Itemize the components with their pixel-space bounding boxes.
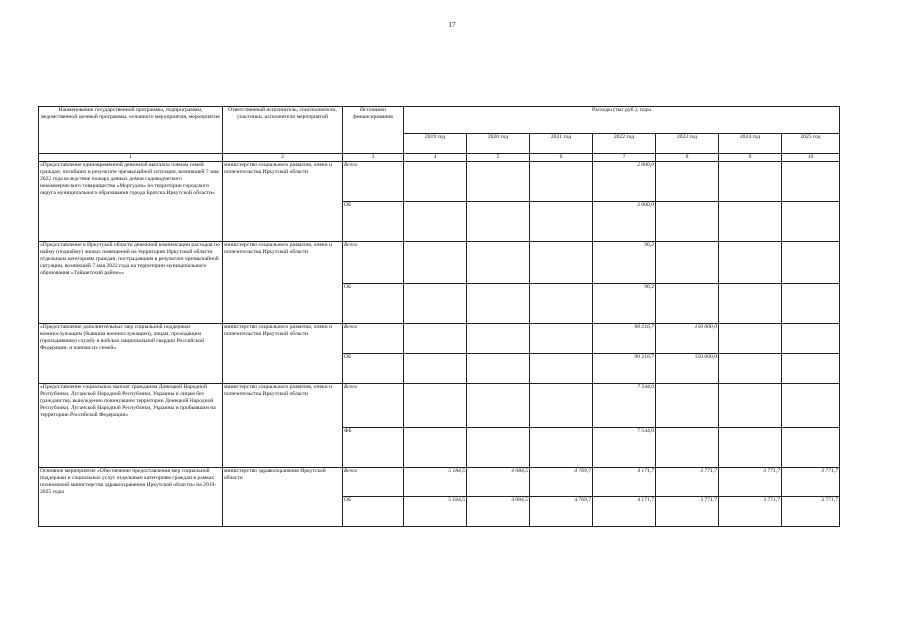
value-cell	[719, 202, 782, 242]
value-cell	[656, 202, 719, 242]
column-number-row	[39, 154, 840, 162]
source-total: Всего	[343, 384, 404, 428]
value-cell	[782, 202, 840, 242]
year-header: 2025 год	[782, 134, 840, 154]
table-row	[39, 162, 840, 202]
column-number: 1	[39, 154, 223, 162]
value-cell	[467, 284, 530, 324]
source-total: Всего	[343, 242, 404, 284]
source-sub: ФБ	[343, 428, 404, 468]
value-cell: 4 084,5	[467, 468, 530, 497]
value-cell	[404, 162, 467, 202]
value-cell: 90 216,7	[593, 324, 656, 354]
value-cell	[467, 162, 530, 202]
table-row	[39, 384, 840, 428]
value-cell: 150 000,0	[656, 354, 719, 384]
value-cell: 3 771,7	[782, 497, 840, 527]
value-cell	[404, 354, 467, 384]
column-number: 10	[782, 154, 840, 162]
executor: министерство социального развития, опеки и попечительства Иркутской области	[223, 242, 343, 324]
value-cell: 4 171,7	[593, 497, 656, 527]
value-cell	[782, 162, 840, 202]
value-cell	[404, 242, 467, 284]
value-cell	[656, 284, 719, 324]
value-cell	[467, 202, 530, 242]
year-header: 2024 год	[719, 134, 782, 154]
value-cell	[530, 242, 593, 284]
value-cell	[719, 242, 782, 284]
value-cell: 4 769,7	[530, 497, 593, 527]
table-row	[39, 242, 840, 284]
header-executor: Ответственный исполнитель, соисполнители, участники, исполнители мероприятий	[223, 107, 343, 154]
value-cell: 7 544,0	[593, 384, 656, 428]
source-total: Всего	[343, 162, 404, 202]
value-cell	[530, 324, 593, 354]
executor: министерство здравоохранения Иркутской области	[223, 468, 343, 527]
value-cell	[467, 324, 530, 354]
value-cell	[530, 162, 593, 202]
value-cell: 3 771,7	[656, 497, 719, 527]
value-cell: 90,2	[593, 242, 656, 284]
source-sub: ОБ	[343, 497, 404, 527]
column-number: 8	[656, 154, 719, 162]
value-cell	[404, 324, 467, 354]
value-cell	[719, 162, 782, 202]
year-header: 2020 год	[467, 134, 530, 154]
year-header: 2023 год	[656, 134, 719, 154]
value-cell: 3 771,7	[782, 468, 840, 497]
budget-table	[38, 106, 840, 527]
value-cell	[530, 428, 593, 468]
column-number: 9	[719, 154, 782, 162]
source-sub: ОБ	[343, 354, 404, 384]
value-cell	[656, 242, 719, 284]
value-cell	[782, 384, 840, 428]
value-cell	[530, 354, 593, 384]
value-cell	[656, 428, 719, 468]
value-cell: 2 000,0	[593, 202, 656, 242]
source-sub: ОБ	[343, 202, 404, 242]
activity-name: «Предоставление единовременной денежной выплаты членам семей граждан, погибших в результате чрезвычайной ситуации, возникшей 7 мая 2022 года вследствие пожара дачных домов садоводческого некоммерческого товарищества «Моргудон» на территории городского округа муниципального образования города Братска Иркутской области»	[39, 162, 223, 242]
executor: министерство социального развития, опеки и попечительства Иркутской области	[223, 324, 343, 384]
value-cell	[782, 284, 840, 324]
source-sub: ОБ	[343, 284, 404, 324]
page-number: 17	[448, 21, 456, 29]
value-cell	[530, 384, 593, 428]
value-cell	[530, 202, 593, 242]
value-cell: 3 771,7	[656, 468, 719, 497]
value-cell: 5 184,5	[404, 497, 467, 527]
value-cell: 4 769,7	[530, 468, 593, 497]
header-name: Наименование государственной программы, подпрограммы, ведомственной целевой программы, основного мероприятия, мероприятия	[39, 107, 223, 154]
value-cell	[530, 284, 593, 324]
activity-name: Основное мероприятие «Обеспечение предоставления мер социальной поддержки и социальных услуг отдельным категориям граждан в рамках полномочий министерства здравоохранения Иркутской области» на 2019-2025 годы	[39, 468, 223, 527]
value-cell: 90 216,7	[593, 354, 656, 384]
value-cell: 150 000,0	[656, 324, 719, 354]
value-cell	[467, 428, 530, 468]
value-cell	[719, 428, 782, 468]
value-cell	[404, 384, 467, 428]
value-cell	[404, 428, 467, 468]
value-cell	[467, 354, 530, 384]
column-number: 6	[530, 154, 593, 162]
column-number: 3	[343, 154, 404, 162]
value-cell	[782, 354, 840, 384]
column-number: 4	[404, 154, 467, 162]
year-header: 2022 год	[593, 134, 656, 154]
activity-name: «Предоставление социальных выплат гражданам Донецкой Народной Республики, Луганской Народной Республики, Украины и лицам без гражданства, вынужденно покинувшим территории Донецкой Народной Республики, Луганской Народной Республики, Украины и прибывшим на территорию Российской Федерации»	[39, 384, 223, 468]
header-row	[39, 107, 840, 134]
value-cell	[404, 284, 467, 324]
value-cell: 90,2	[593, 284, 656, 324]
value-cell	[656, 162, 719, 202]
value-cell: 4 171,7	[593, 468, 656, 497]
year-header: 2021 год	[530, 134, 593, 154]
value-cell	[719, 284, 782, 324]
activity-name: «Предоставление дополнительных мер социальной поддержки военнослужащим (бывшим военнослужащим), лицам, проходящим (проходившим) службу в войсках национальной гвардии Российской Федерации, и членам их семей»	[39, 324, 223, 384]
value-cell	[467, 242, 530, 284]
value-cell: 3 771,7	[719, 468, 782, 497]
executor: министерство социального развития, опеки и попечительства Иркутской области	[223, 384, 343, 468]
executor: министерство социального развития, опеки и попечительства Иркутской области	[223, 162, 343, 242]
value-cell: 4 084,5	[467, 497, 530, 527]
value-cell	[404, 202, 467, 242]
source-total: Всего	[343, 324, 404, 354]
value-cell	[782, 242, 840, 284]
value-cell	[656, 384, 719, 428]
value-cell: 3 771,7	[719, 497, 782, 527]
header-source: Источники финансирования	[343, 107, 404, 154]
column-number: 7	[593, 154, 656, 162]
activity-name: «Предоставление в Иркутской области денежной компенсации расходов по найму (поднайму) жилых помещений на территории Иркутской области отдельным категориям граждан, пострадавшим в результате чрезвычайной ситуации, возникшей 7 мая 2022 года на территории муниципального образования «Тайшетский район»»	[39, 242, 223, 324]
value-cell	[719, 384, 782, 428]
value-cell	[782, 324, 840, 354]
header-expenses: Расходы (тыс.руб.), годы	[404, 107, 840, 134]
column-number: 2	[223, 154, 343, 162]
value-cell	[782, 428, 840, 468]
table-row	[39, 468, 840, 497]
column-number: 5	[467, 154, 530, 162]
value-cell: 7 544,0	[593, 428, 656, 468]
value-cell	[719, 324, 782, 354]
source-total: Всего	[343, 468, 404, 497]
year-header: 2019 год	[404, 134, 467, 154]
value-cell: 5 184,5	[404, 468, 467, 497]
value-cell: 2 000,0	[593, 162, 656, 202]
table-row	[39, 324, 840, 354]
value-cell	[719, 354, 782, 384]
value-cell	[467, 384, 530, 428]
